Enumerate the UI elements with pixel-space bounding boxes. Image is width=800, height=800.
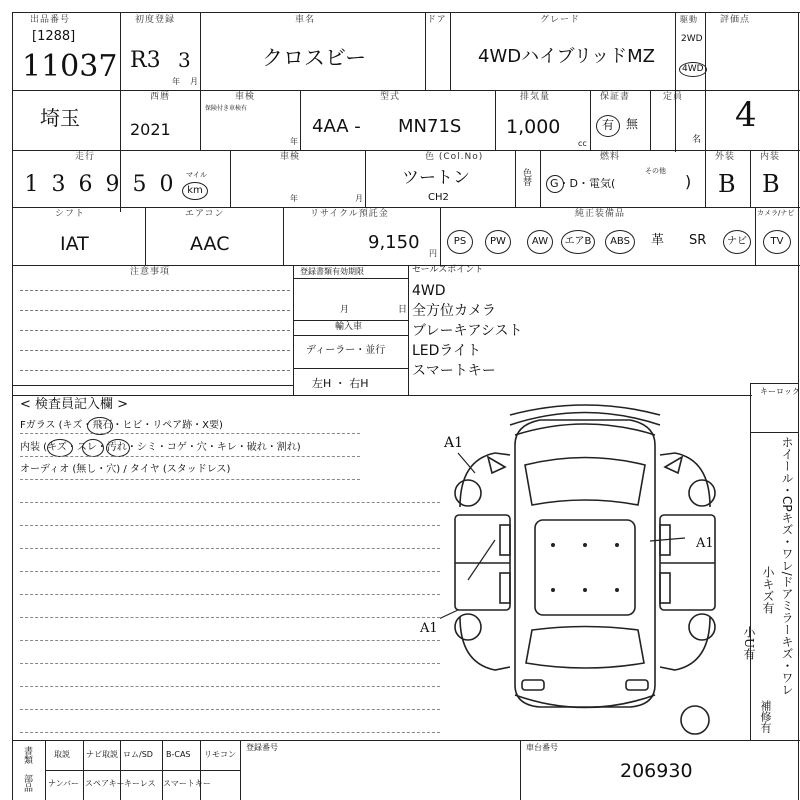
sales-point: LEDライト [412,343,482,359]
steering-side: 左H ・ 右H [312,377,369,390]
handwritten-circle [82,439,104,457]
door-label: ドア [427,15,447,25]
equip-nav: ナビ [723,230,751,254]
footer-item: B-CAS [166,750,191,759]
equip-sunroof: SR [689,233,707,248]
inspector-line-audio: オーディオ (無し・穴) / タイヤ (スタッドレス) [20,464,231,475]
inspection-label: 車検 [235,92,256,102]
model-name-label: 車名 [295,15,316,25]
mileage-label: 走行 [75,152,96,162]
sales-point: 4WD [412,283,446,299]
side-note: 小キズ有 [761,566,775,614]
side-note: ホイール・CPキズ・ワレ/ドアミラーキズ・ワレ [780,436,794,696]
chassis-number: 206930 [620,760,693,782]
damage-mark-right-door: A1 [696,536,714,551]
model-name: クロスビー [262,46,367,70]
sales-point: スマートキー [412,363,496,379]
lot-label: 出品番号 [30,15,71,25]
caution-label: 注意事項 [130,267,171,277]
km-label: km [182,182,208,200]
score-label: 評価点 [720,15,751,25]
year: 2021 [130,120,171,139]
exterior-label: 外装 [715,152,736,162]
handwritten-circle [106,439,130,457]
displacement-label: 排気量 [520,92,551,102]
keylock-label: キーロック [760,387,800,396]
mileage-digit: 0 [159,172,174,197]
model-code-label: 型式 [380,92,401,102]
fuel-options: G・D・電気( [550,177,616,190]
fuel-label: 燃料 [600,152,621,162]
recycle-label: リサイクル預託金 [310,209,389,219]
car-diagram [440,395,750,740]
first-reg-label: 初度登録 [135,15,176,25]
color: ツートン [402,168,470,188]
inspection-sub: 保険付き車検有 [205,105,248,112]
capacity-label: 定員 [663,92,684,102]
displacement: 1,000 [506,116,561,138]
footer-item: スペアキー [85,779,125,788]
warranty-label: 保証書 [600,92,631,102]
lot-sub: [1288] [32,29,76,44]
damage-mark-rear-left: A1 [420,621,438,636]
first-reg-month: 3 [178,48,191,72]
mileage-digit: 5 [132,172,147,197]
model-code: MN71S [398,116,462,137]
side-note: 小U有 [742,626,756,661]
mileage-digit: 3 [51,172,66,197]
year-label: 西暦 [150,92,171,102]
damage-mark-front-left: A1 [444,435,464,451]
camera-nav-label: カメラ/ナビ [757,209,795,217]
lot-number: 11037 [22,49,118,84]
color-label: 色 (Col.No) [425,152,484,162]
score: 4 [735,95,757,135]
equip-tv: TV [763,230,791,254]
shift-label: シフト [55,209,86,219]
footer-item: ナンバー [48,779,80,788]
footer-item: キーレス [124,779,156,788]
inspector-line-glass: Fガラス (キズ・飛石・ヒビ・リペア跡・X要) [20,420,223,431]
equipment-row [447,230,797,254]
equip-ps: PS [447,230,473,254]
footer-item: スマートキー [163,779,211,788]
equip-pw: PW [485,230,511,254]
fuel-other: その他 [645,167,666,175]
shift: IAT [60,233,89,255]
sales-point: ブレーキアシスト [412,323,523,339]
warranty-no: 無 [626,117,639,131]
inspector-title: < 検査員記入欄 > [20,397,129,412]
side-note-repair: 補修有 [759,700,772,733]
footer-item: リモコン [204,750,236,759]
first-reg-era: R3 [130,48,161,73]
mileage-digit: 6 [78,172,93,197]
color-change-label: 色替 [521,168,531,186]
mile-label: マイル [186,171,207,179]
exterior-grade: B [718,170,736,198]
inspector-line-interior: 内装 (キズ・スレ・汚れ・シミ・コゲ・穴・キレ・破れ・割れ) [20,442,301,453]
dealer-parallel: ディーラー・並行 [306,345,386,356]
region: 埼玉 [40,106,80,130]
sales-label: セールスポイント [412,265,484,275]
grade: 4WDハイブリッドMZ [478,46,655,67]
interior-label: 内装 [760,152,781,162]
mileage-digit: 1 [24,172,39,197]
reg-expiry-label: 登録書類有効期限 [300,267,364,276]
drive-label: 駆動 [680,15,698,24]
equip-airbag: エアB [561,230,595,254]
color-code: CH2 [428,192,449,203]
handwritten-circle [47,439,73,457]
mileage [18,172,180,197]
equip-aw: AW [527,230,553,254]
mileage-digit: 9 [105,172,120,197]
interior-grade: B [762,170,780,198]
equip-leather: 革 [651,233,665,248]
warranty-yes: 有 [596,115,620,137]
ac-label: エアコン [185,209,225,219]
reg-no-label: 登録番号 [246,743,278,752]
import-label: 輸入車 [335,322,363,332]
ac: AAC [190,233,230,255]
drive-4wd: 4WD [679,62,707,77]
sales-points [412,284,522,384]
parts-label: 部品 [22,774,32,792]
equipment-label: 純正装備品 [575,209,626,219]
drive-2wd: 2WD [681,34,703,44]
footer-item: ナビ取説 [86,750,118,759]
inspection-label-2: 車検 [280,152,301,162]
recycle-fee: 9,150 [368,232,420,253]
grade-label: グレード [540,15,581,25]
sales-point: 全方位カメラ [412,303,496,319]
doc-label: 書類 [22,746,32,764]
footer-item: ロム/SD [123,750,153,759]
chassis-label: 車台番号 [526,743,558,752]
model-prefix: 4AA - [312,116,361,137]
side-notes [742,436,796,736]
equip-abs: ABS [605,230,635,254]
footer-item: 取説 [54,750,70,759]
